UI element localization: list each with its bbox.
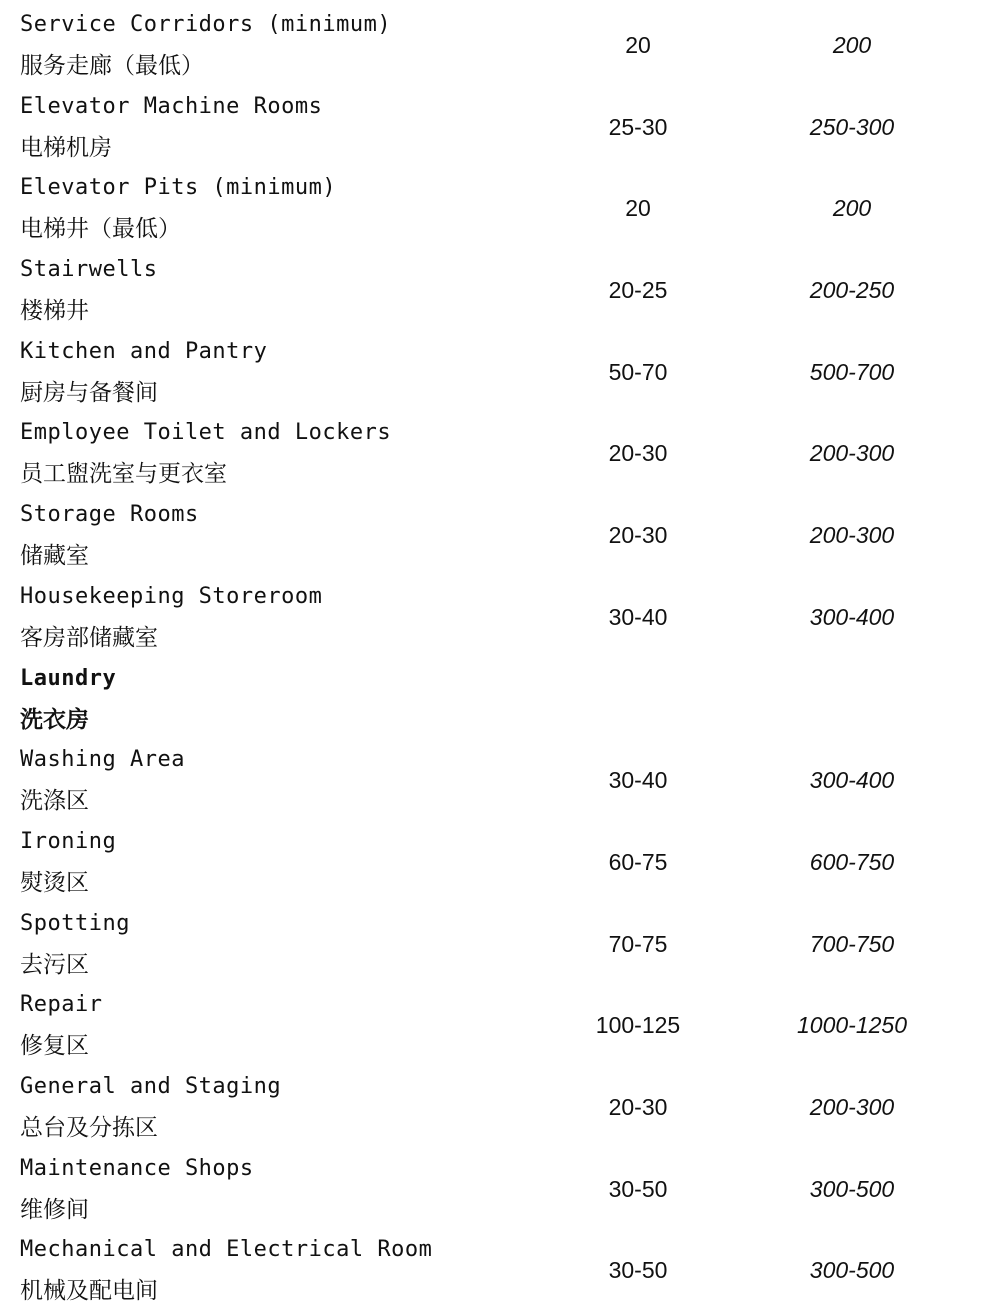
table-row: [0, 1062, 993, 1144]
value-primary: 50-70: [608, 358, 668, 385]
value-secondary: 250-300: [809, 113, 895, 140]
value-secondary: 200-300: [809, 440, 895, 467]
space-name-en: Elevator Machine Rooms: [20, 93, 323, 119]
value-secondary: 300-400: [809, 603, 895, 630]
value-primary: 60-75: [608, 848, 668, 875]
space-name: [20, 245, 580, 325]
space-name-zh: 电梯井（最低）: [20, 216, 181, 243]
table-row: [0, 980, 993, 1062]
space-name-en: Maintenance Shops: [20, 1155, 254, 1181]
value-secondary: 600-750: [809, 848, 895, 875]
value-secondary: 200-250: [809, 277, 895, 304]
value-secondary: 700-750: [809, 930, 895, 957]
space-name-zh: 服务走廊（最低）: [20, 53, 204, 79]
value-primary: 20-25: [608, 277, 668, 304]
space-name: [20, 1144, 580, 1224]
space-name-zh: 洗涤区: [20, 788, 89, 815]
value-primary: 20-30: [608, 522, 668, 549]
table-row: [0, 899, 993, 981]
space-name: [20, 817, 580, 897]
table-row: [0, 163, 993, 245]
space-name-zh: 总台及分拣区: [20, 1114, 158, 1141]
space-name-en: General and Staging: [20, 1073, 282, 1099]
table-row: [0, 327, 993, 409]
section-title-en: Laundry: [20, 665, 117, 691]
space-name-en: Mechanical and Electrical Room: [20, 1237, 433, 1263]
space-name-zh: 去污区: [20, 951, 89, 978]
space-name-zh: 熨烫区: [20, 869, 89, 896]
value-primary: 30-50: [608, 1175, 668, 1202]
table-row: [0, 0, 993, 82]
space-name-zh: 楼梯井: [20, 298, 89, 325]
value-primary: 20-30: [608, 440, 668, 467]
space-name-en: Washing Area: [20, 747, 185, 773]
table-row: [0, 735, 993, 817]
space-name-zh: 电梯机房: [20, 134, 112, 161]
space-name-zh: 储藏室: [20, 543, 89, 570]
space-name-en: Ironing: [20, 828, 117, 854]
space-name: [20, 1225, 580, 1305]
space-name-en: Housekeeping Storeroom: [20, 583, 323, 609]
table-row: [0, 1225, 993, 1307]
space-name-zh: 员工盥洗室与更衣室: [20, 461, 227, 488]
section-title: [20, 654, 580, 734]
space-name: [20, 1062, 580, 1142]
value-secondary: 300-500: [809, 1257, 895, 1284]
value-secondary: 500-700: [809, 358, 895, 385]
table-row: [0, 490, 993, 572]
value-secondary: 300-500: [809, 1175, 895, 1202]
space-name-en: Kitchen and Pantry: [20, 338, 268, 364]
space-name-en: Employee Toilet and Lockers: [20, 420, 392, 446]
value-primary: 30-40: [608, 767, 668, 794]
table-row: [0, 82, 993, 164]
space-name: [20, 490, 580, 570]
value-primary: 25-30: [608, 113, 668, 140]
table-row: [0, 1144, 993, 1226]
space-name: [20, 899, 580, 979]
space-name: [20, 735, 580, 815]
space-name-en: Storage Rooms: [20, 502, 199, 528]
space-name: [20, 82, 580, 162]
value-secondary: 200: [832, 195, 872, 222]
space-name: [20, 0, 580, 80]
value-primary: 20: [625, 195, 651, 222]
value-primary: 30-40: [608, 603, 668, 630]
space-name-en: Service Corridors (minimum): [20, 12, 392, 37]
value-primary: 20: [625, 32, 651, 58]
space-name-zh: 修复区: [20, 1033, 89, 1060]
space-name-en: Repair: [20, 992, 103, 1018]
value-secondary: 200-300: [809, 522, 895, 549]
value-secondary: 1000-1250: [797, 1012, 907, 1039]
section-header-laundry: [0, 654, 993, 736]
space-name-en: Spotting: [20, 910, 130, 936]
value-secondary: 200: [832, 32, 872, 58]
value-secondary: 200-300: [809, 1093, 895, 1120]
space-name: [20, 572, 580, 652]
space-name-zh: 厨房与备餐间: [20, 379, 158, 406]
space-name: [20, 163, 580, 243]
space-name: [20, 327, 580, 407]
table-row: [0, 408, 993, 490]
space-name-zh: 机械及配电间: [20, 1278, 158, 1305]
table-row: [0, 572, 993, 654]
space-name: [20, 980, 580, 1060]
space-name-en: Elevator Pits (minimum): [20, 175, 337, 201]
value-secondary: 300-400: [809, 767, 895, 794]
value-primary: 70-75: [608, 930, 668, 957]
value-primary: 30-50: [608, 1257, 668, 1284]
space-name-en: Stairwells: [20, 257, 158, 283]
section-title-zh: 洗衣房: [20, 706, 89, 733]
value-primary: 100-125: [595, 1012, 681, 1039]
value-primary: 20-30: [608, 1093, 668, 1120]
space-name: [20, 408, 580, 488]
table-row: [0, 245, 993, 327]
table-row: [0, 817, 993, 899]
space-name-zh: 维修间: [20, 1196, 89, 1223]
space-name-zh: 客房部储藏室: [20, 624, 158, 651]
